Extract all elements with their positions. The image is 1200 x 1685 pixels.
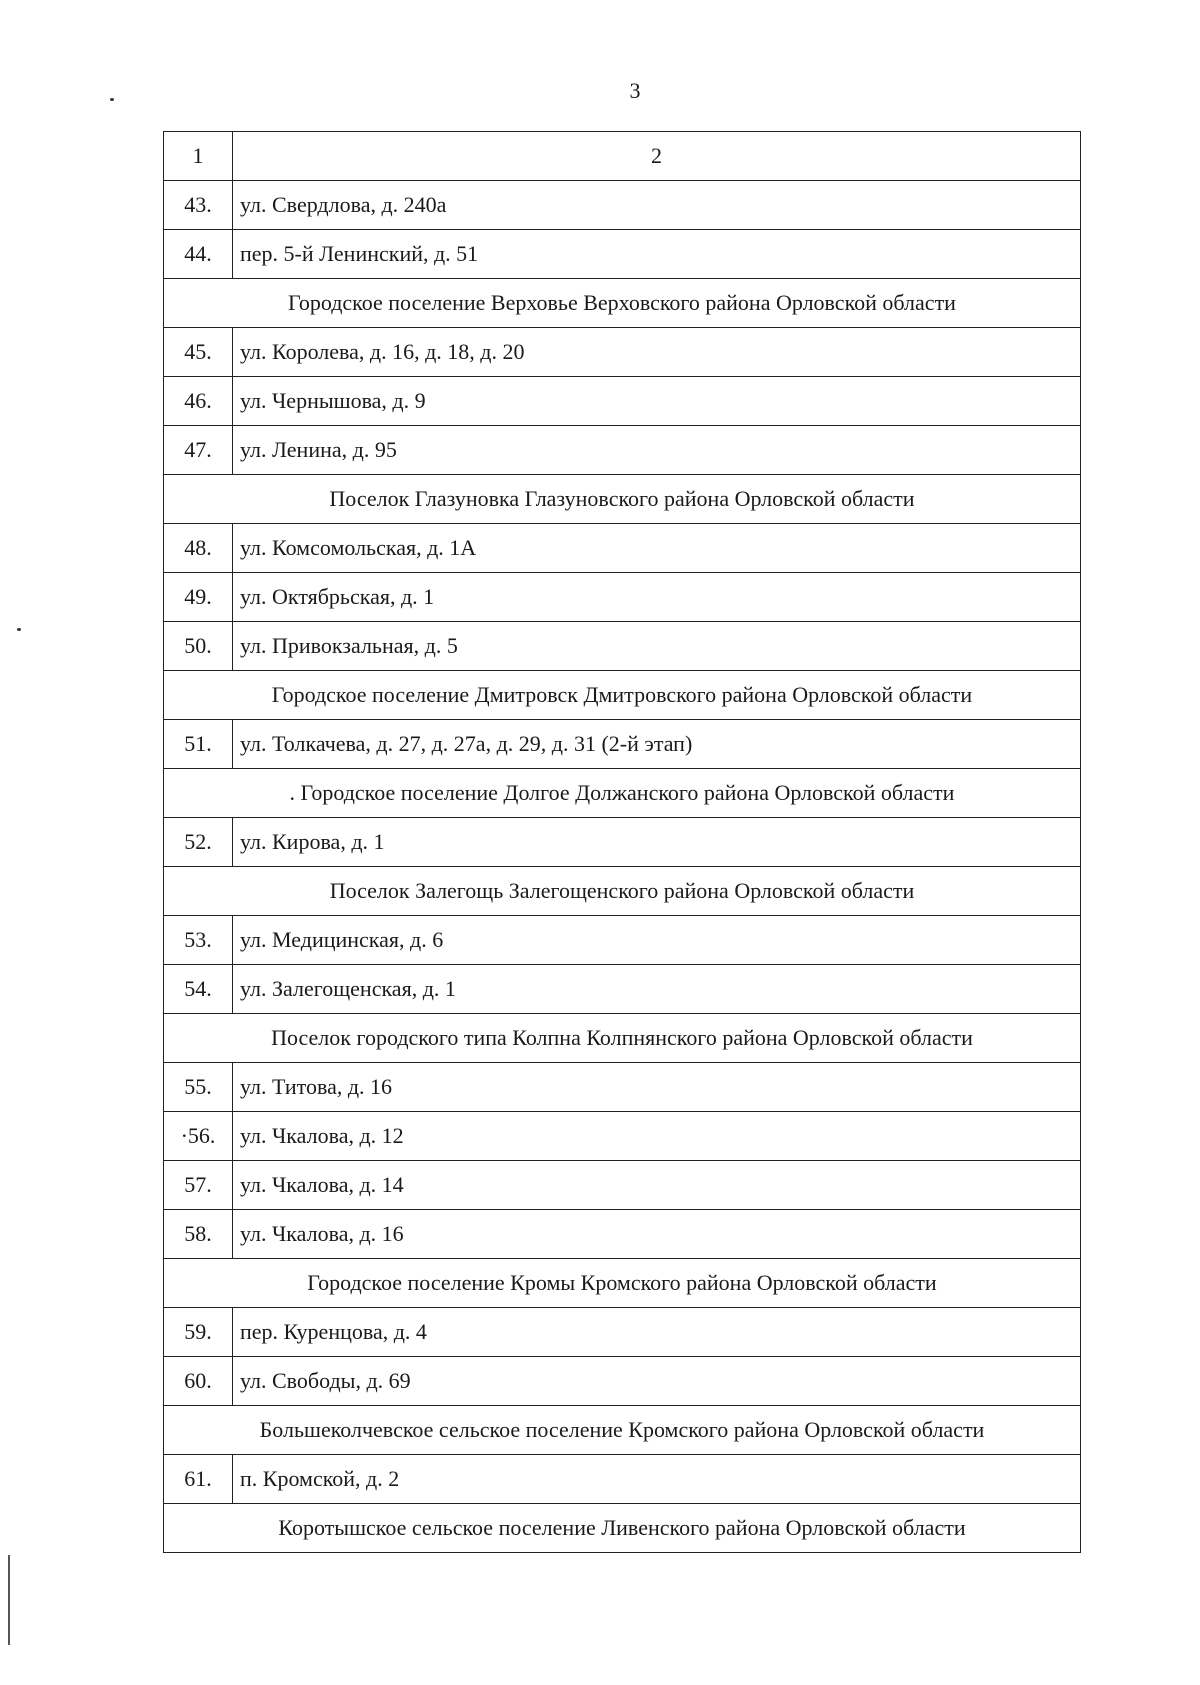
- table-row: [164, 720, 1081, 769]
- row-number: 58.: [164, 1210, 233, 1259]
- row-address: ул. Королева, д. 16, д. 18, д. 20: [233, 328, 1081, 377]
- row-number: 46.: [164, 377, 233, 426]
- table-header-row: [164, 132, 1081, 181]
- row-address: ул. Ленина, д. 95: [233, 426, 1081, 475]
- row-address: ул. Свердлова, д. 240а: [233, 181, 1081, 230]
- column-header-address: 2: [233, 132, 1081, 181]
- section-title: Поселок городского типа Колпна Колпнянского района Орловской области: [164, 1014, 1081, 1063]
- row-number: 55.: [164, 1063, 233, 1112]
- row-number: 61.: [164, 1455, 233, 1504]
- section-row: [164, 1259, 1081, 1308]
- row-address: ул. Комсомольская, д. 1А: [233, 524, 1081, 573]
- table-row: [164, 1210, 1081, 1259]
- table-row: [164, 622, 1081, 671]
- section-title: Поселок Залегощь Залегощенского района Орловской области: [164, 867, 1081, 916]
- section-title: Городское поселение Кромы Кромского района Орловской области: [164, 1259, 1081, 1308]
- row-number: 51.: [164, 720, 233, 769]
- row-number: 54.: [164, 965, 233, 1014]
- section-row: [164, 1014, 1081, 1063]
- section-row: [164, 475, 1081, 524]
- table-row: [164, 181, 1081, 230]
- row-number: 50.: [164, 622, 233, 671]
- column-header-number: 1: [164, 132, 233, 181]
- row-address: ул. Толкачева, д. 27, д. 27а, д. 29, д. 31 (2-й этап): [233, 720, 1081, 769]
- scan-speck: [110, 98, 114, 101]
- table-row: [164, 328, 1081, 377]
- scan-margin-line: [8, 1555, 10, 1645]
- table-row: [164, 1455, 1081, 1504]
- row-address: ул. Медицинская, д. 6: [233, 916, 1081, 965]
- row-number: 49.: [164, 573, 233, 622]
- row-number: 57.: [164, 1161, 233, 1210]
- table-row: [164, 1308, 1081, 1357]
- section-row: [164, 279, 1081, 328]
- section-title: Большеколчевское сельское поселение Кромского района Орловской области: [164, 1406, 1081, 1455]
- section-title: Коротышское сельское поселение Ливенского района Орловской области: [164, 1504, 1081, 1553]
- row-number: ·56.: [164, 1112, 233, 1161]
- table-row: [164, 1161, 1081, 1210]
- section-row: [164, 1406, 1081, 1455]
- table-row: [164, 1357, 1081, 1406]
- address-table: [163, 131, 1081, 1553]
- row-address: ул. Кирова, д. 1: [233, 818, 1081, 867]
- row-number: 53.: [164, 916, 233, 965]
- row-address: ул. Привокзальная, д. 5: [233, 622, 1081, 671]
- row-address: ул. Чкалова, д. 14: [233, 1161, 1081, 1210]
- table-row: [164, 1063, 1081, 1112]
- row-number: 60.: [164, 1357, 233, 1406]
- section-row: [164, 671, 1081, 720]
- row-address: ул. Свободы, д. 69: [233, 1357, 1081, 1406]
- row-number: 59.: [164, 1308, 233, 1357]
- table-row: [164, 916, 1081, 965]
- row-address: п. Кромской, д. 2: [233, 1455, 1081, 1504]
- row-address: ул. Титова, д. 16: [233, 1063, 1081, 1112]
- section-row: [164, 867, 1081, 916]
- table-row: [164, 426, 1081, 475]
- table-row: [164, 377, 1081, 426]
- row-number: 44.: [164, 230, 233, 279]
- section-title: . Городское поселение Долгое Должанского района Орловской области: [164, 769, 1081, 818]
- row-number: 43.: [164, 181, 233, 230]
- row-number: 48.: [164, 524, 233, 573]
- section-row: [164, 769, 1081, 818]
- table-row: [164, 818, 1081, 867]
- scan-speck: [17, 628, 21, 631]
- table-row: [164, 524, 1081, 573]
- section-title: Городское поселение Верховье Верховского района Орловской области: [164, 279, 1081, 328]
- table-row: [164, 230, 1081, 279]
- row-address: ул. Чкалова, д. 16: [233, 1210, 1081, 1259]
- table-row: [164, 1112, 1081, 1161]
- section-title: Городское поселение Дмитровск Дмитровского района Орловской области: [164, 671, 1081, 720]
- section-title: Поселок Глазуновка Глазуновского района Орловской области: [164, 475, 1081, 524]
- row-address: ул. Чкалова, д. 12: [233, 1112, 1081, 1161]
- section-row: [164, 1504, 1081, 1553]
- row-address: ул. Октябрьская, д. 1: [233, 573, 1081, 622]
- row-address: ул. Залегощенская, д. 1: [233, 965, 1081, 1014]
- row-address: ул. Чернышова, д. 9: [233, 377, 1081, 426]
- table-row: [164, 573, 1081, 622]
- row-number: 45.: [164, 328, 233, 377]
- page-number: 3: [629, 78, 641, 103]
- row-address: пер. Куренцова, д. 4: [233, 1308, 1081, 1357]
- row-address: пер. 5-й Ленинский, д. 51: [233, 230, 1081, 279]
- row-number: 52.: [164, 818, 233, 867]
- table-row: [164, 965, 1081, 1014]
- row-number: 47.: [164, 426, 233, 475]
